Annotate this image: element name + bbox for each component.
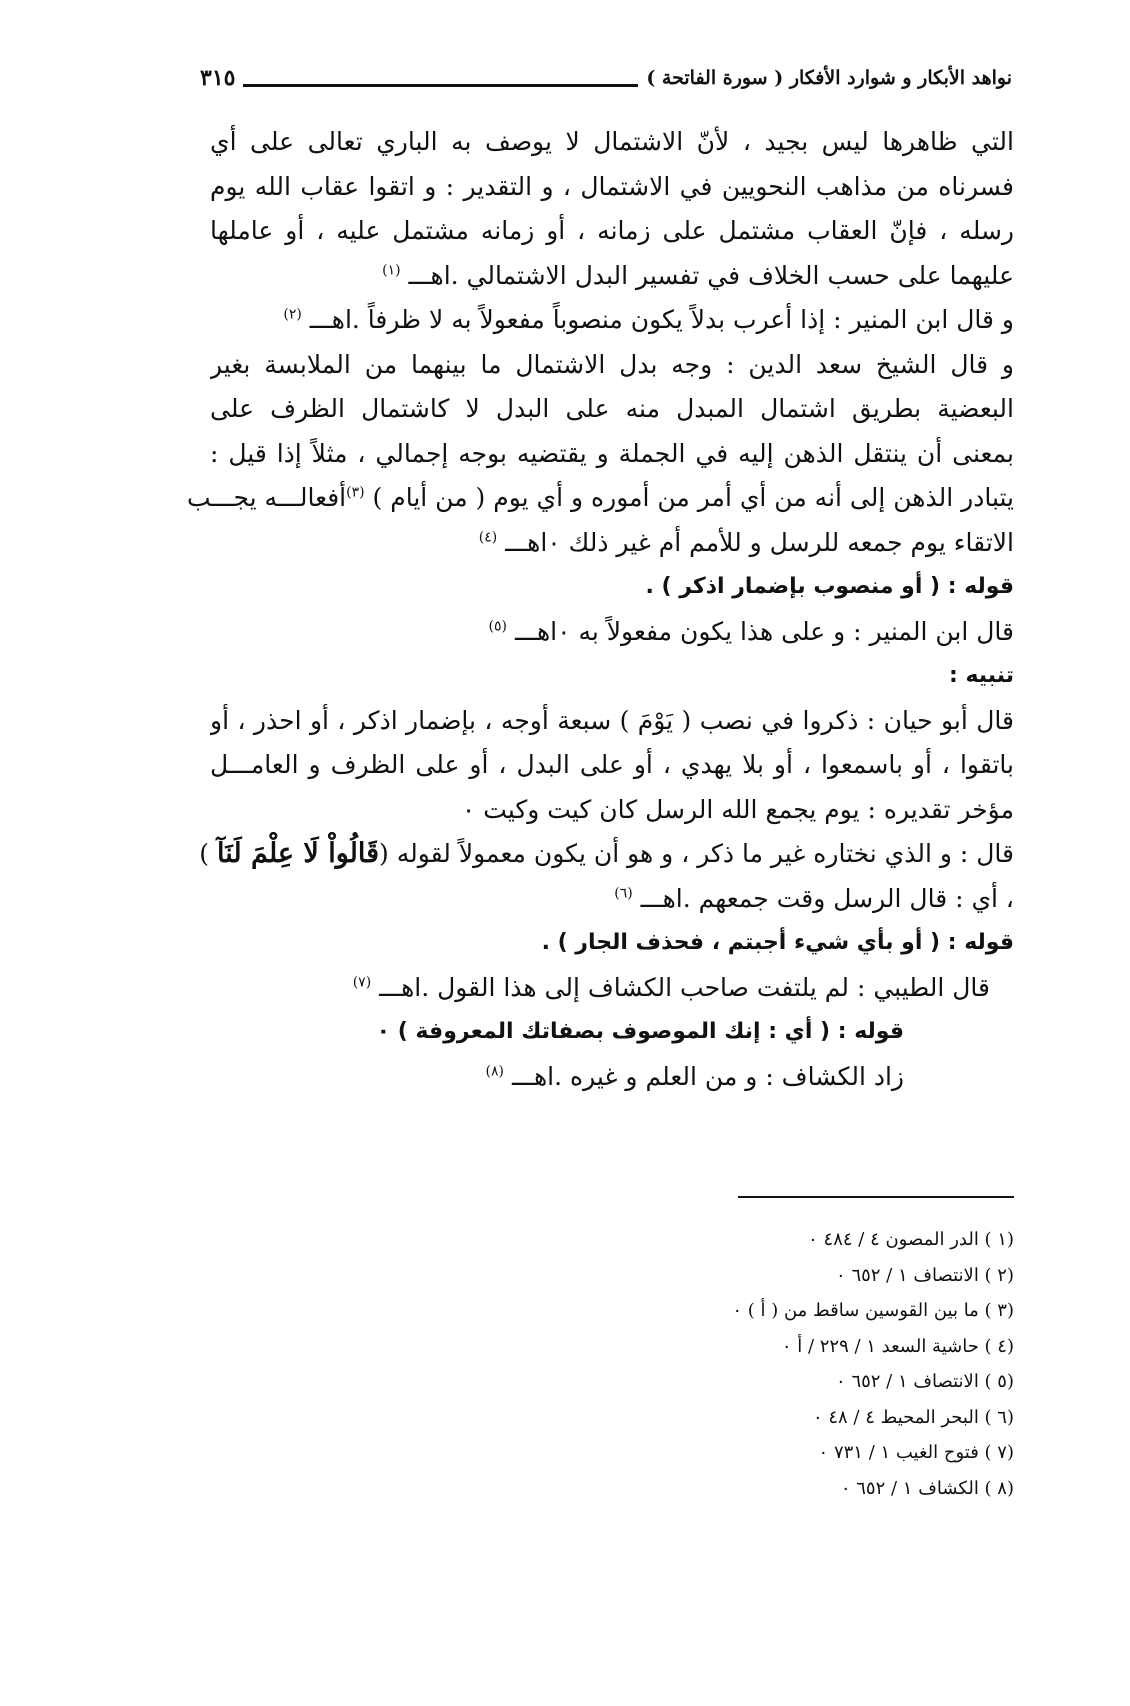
text-line: البعضية بطريق اشتمال المبدل منه على البدل لا كاشتمال الظرف على xyxy=(210,394,1014,423)
footnote-ref: (١) xyxy=(382,262,401,279)
text-line xyxy=(199,832,1014,877)
text-span: قال ابن المنير : و على هذا يكون مفعولاً به ٠اهـــ xyxy=(514,616,1014,646)
text-span: زاد الكشاف : و من العلم و غيره .اهـــ xyxy=(511,1061,904,1091)
footnote-separator xyxy=(738,1196,1014,1198)
text-line xyxy=(186,476,1014,521)
running-header xyxy=(200,58,1012,98)
text-line xyxy=(210,966,1014,1011)
text-line xyxy=(210,1055,1014,1100)
footnote-ref: (٢) xyxy=(283,306,302,323)
text-span: عليهما على حسب الخلاف في تفسير البدل الاشتمالي .اهـــ xyxy=(408,260,1014,290)
text-line: رسله ، فإنّ العقاب مشتمل على زمانه ، أو زمانه مشتمل عليه ، أو عاملها xyxy=(210,216,1014,245)
text-span: ، أي : قال الرسل وقت جمعهم .اهـــ xyxy=(640,883,1014,913)
footnote: (٣ ) ما بين القوسين ساقط من ( أ ) ٠ xyxy=(732,1300,1014,1321)
quote-heading: قوله : ( أو منصوب بإضمار اذكر ) . xyxy=(645,574,1014,599)
quran-quote: قَالُواْ لَا عِلْمَ لَنَآ xyxy=(216,838,380,869)
text-line xyxy=(210,877,1014,922)
footnote: (٨ ) الكشاف ١ / ٦٥٢ ٠ xyxy=(840,1477,1014,1499)
text-line: و قال الشيخ سعد الدين : وجه بدل الاشتمال ما بينهما من الملابسة بغير xyxy=(210,349,1014,379)
quote-heading: قوله : ( أي : إنك الموصوف بصفاتك المعروفة ) ٠ xyxy=(376,1019,904,1044)
text-line: فسرناه من مذاهب النحويين في الاشتمال ، و التقدير : و اتقوا عقاب الله يوم xyxy=(210,171,1014,201)
text-line xyxy=(210,521,1014,566)
text-line xyxy=(210,298,1014,343)
footnote: (٢ ) الانتصاف ١ / ٦٥٢ ٠ xyxy=(836,1264,1014,1286)
footnote-ref: (٤) xyxy=(478,529,498,546)
footnote: (٤ ) حاشية السعد ١ / ٢٢٩ / أ ٠ xyxy=(781,1335,1014,1357)
text-span xyxy=(346,476,1014,521)
footnote-ref: (٨) xyxy=(485,1063,505,1080)
text-line: مؤخر تقديره : يوم يجمع الله الرسل كان كيت وكيت ٠ xyxy=(461,794,1014,824)
notice-heading: تنبيه : xyxy=(948,663,1014,688)
book-title: نواهد الأبكار و شوارد الأفكار ( سورة الفاتحة ) xyxy=(646,67,1012,89)
text-line xyxy=(210,254,1014,299)
text-span: الاتقاء يوم جمعه للرسل و للأمم أم غير ذلك ٠اهـــ xyxy=(505,527,1014,557)
text-span: أفعالـــه يجـــب xyxy=(186,483,347,512)
text-span xyxy=(199,832,379,877)
footnote: (٧ ) فتوح الغيب ١ / ٧٣١ ٠ xyxy=(818,1442,1014,1463)
footnote: (١ ) الدر المصون ٤ / ٤٨٤ ٠ xyxy=(808,1229,1014,1250)
text-span: و قال ابن المنير : إذا أعرب بدلاً يكون منصوباً مفعولاً به لا ظرفاً .اهـــ xyxy=(309,305,1014,334)
text-span: يتبادر الذهن إلى أنه من أي أمر من أموره و أي يوم ( من أيام ) xyxy=(372,483,1014,512)
footnote-ref: (٧) xyxy=(352,974,372,991)
footnote: (٦ ) البحر المحيط ٤ / ٤٨ ٠ xyxy=(812,1406,1014,1428)
text-line: باتقوا ، أو باسمعوا ، أو بلا يهدي ، أو على البدل ، أو على الظرف و العامـــل xyxy=(210,750,1014,779)
quote-heading: قوله : ( أو بأي شيء أجبتم ، فحذف الجار ) . xyxy=(541,930,1014,955)
footnote-ref: (٣) xyxy=(346,484,365,501)
header-rule xyxy=(243,84,638,87)
text-line xyxy=(210,610,1014,655)
text-span: قال : و الذي نختاره غير ما ذكر ، و هو أن يكون معمولاً لقوله ( xyxy=(379,839,1014,868)
footnote: (٥ ) الانتصاف ١ / ٦٥٢ ٠ xyxy=(836,1371,1014,1392)
text-span: ) xyxy=(199,839,210,868)
text-line: بمعنى أن ينتقل الذهن إليه في الجملة و يقتضيه بوجه إجمالي ، مثلاً إذا قيل : xyxy=(210,438,1014,468)
text-line: قال أبو حيان : ذكروا في نصب ( يَوْمَ ) سبعة أوجه ، بإضمار اذكر ، أو احذر ، أو xyxy=(210,705,1014,735)
footnotes xyxy=(600,1222,1014,1506)
footnote-ref: (٥) xyxy=(488,618,508,635)
text-span: قال الطيبي : لم يلتفت صاحب الكشاف إلى هذا القول .اهـــ xyxy=(379,972,990,1002)
main-text xyxy=(186,120,1014,1099)
page-number: ٣١٥ xyxy=(200,65,236,91)
footnote-ref: (٦) xyxy=(614,885,633,902)
text-line: التي ظاهرها ليس بجيد ، لأنّ الاشتمال لا يوصف به الباري تعالى على أي xyxy=(210,127,1014,156)
